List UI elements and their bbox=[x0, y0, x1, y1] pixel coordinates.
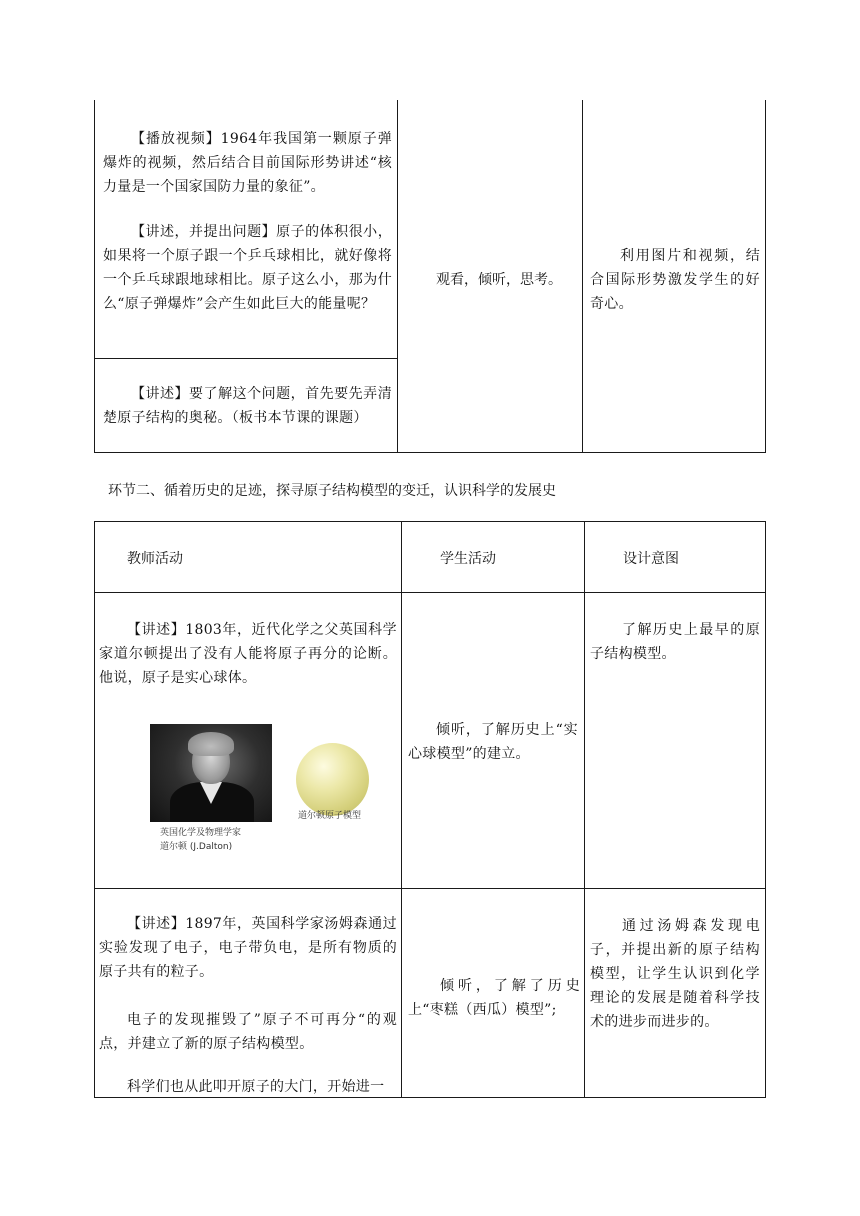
table2-left-border bbox=[94, 521, 95, 1098]
row2-student-text: 倾听，了解了历史上“枣糕（西瓜）模型”; bbox=[408, 978, 580, 1018]
row1-teacher-text: 【讲述】1803年，近代化学之父英国科学家道尔顿提出了没有人能将原子再分的论断。他说，原子是实心球体。 bbox=[99, 622, 397, 686]
header-design-intent: 设计意图 bbox=[623, 551, 679, 567]
row2-teacher-paragraph-1: 【讲述】1897年，英国科学家汤姆森通过实验发现了电子，电子带负电，是所有物质的原子共有的粒子。 bbox=[99, 916, 397, 980]
table1-student-activity: 观看，倾听，思考。 bbox=[436, 272, 562, 288]
portrait-caption-line-1: 英国化学及物理学家 bbox=[160, 828, 242, 838]
table1-teacher-paragraph-1: 【播放视频】1964年我国第一颗原子弹爆炸的视频，然后结合目前国际形势讲述“核力量是一个国家国防力量的象征”。 bbox=[103, 131, 392, 195]
table1-inner-hline bbox=[94, 358, 398, 359]
row2-teacher-paragraph-2: 电子的发现摧毁了”原子不可再分“的观点，并建立了新的原子结构模型。 bbox=[99, 1012, 397, 1052]
table1-bottom-border bbox=[94, 452, 766, 453]
table1-left-border bbox=[94, 100, 95, 453]
table2-top-border bbox=[94, 521, 766, 522]
table2-row1-bottom bbox=[94, 888, 766, 889]
table1-teacher-paragraph-3: 【讲述】要了解这个问题，首先要先弄清楚原子结构的奥秘。（板书本节课的课题） bbox=[103, 386, 392, 426]
row1-student-text: 倾听，了解历史上“实心球模型”的建立。 bbox=[408, 722, 578, 762]
table1-teacher-paragraph-2: 【讲述，并提出问题】原子的体积很小，如果将一个原子跟一个乒乓球相比，就好像将一个乒乓球跟地球相比。原子这么小，那为什么“原子弹爆炸”会产生如此巨大的能量呢？ bbox=[103, 224, 392, 312]
table2-divider-2 bbox=[584, 521, 585, 1098]
header-student-activity: 学生活动 bbox=[440, 551, 496, 567]
table1-divider-1 bbox=[397, 100, 398, 453]
table1-divider-2 bbox=[582, 100, 583, 453]
row1-design-text: 了解历史上最早的原子结构模型。 bbox=[590, 622, 760, 662]
portrait-caption-line-2: 道尔顿 (J.Dalton) bbox=[160, 842, 233, 852]
header-teacher-activity: 教师活动 bbox=[127, 551, 183, 567]
table1-design-intent: 利用图片和视频，结合国际形势激发学生的好奇心。 bbox=[590, 248, 760, 312]
table2-header-bottom bbox=[94, 592, 766, 593]
table1-right-border bbox=[765, 100, 766, 453]
row2-design-text: 通过汤姆森发现电子，并提出新的原子结构模型，让学生认识到化学理论的发展是随着科学技术的进步而进步的。 bbox=[590, 918, 760, 1030]
table2-right-border bbox=[765, 521, 766, 1098]
row2-teacher-paragraph-3: 科学们也从此叩开原子的大门，开始进一 bbox=[127, 1079, 385, 1095]
sphere-caption: 道尔顿原子模型 bbox=[298, 811, 362, 821]
dalton-portrait bbox=[150, 724, 272, 822]
table2-divider-1 bbox=[401, 521, 402, 1098]
section-2-heading: 环节二、循着历史的足迹，探寻原子结构模型的变迁，认识科学的发展史 bbox=[108, 483, 556, 499]
dalton-atom-model-sphere bbox=[296, 743, 369, 816]
